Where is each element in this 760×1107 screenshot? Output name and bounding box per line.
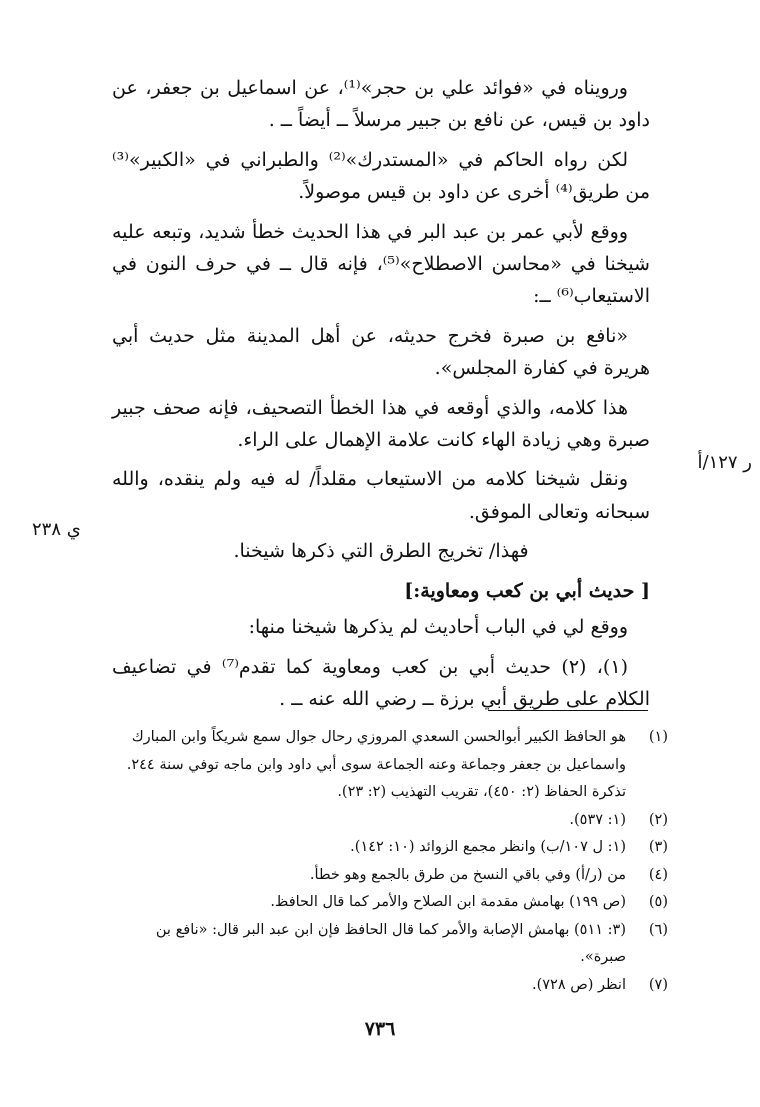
footnote-separator	[488, 710, 648, 711]
paragraph-4-quote: «نافع بن صبرة فخرج حديثه، عن أهل المدينة مثل حديث أبي هريرة في كفارة المجلس».	[112, 324, 650, 380]
margin-note-left: ي ٢٣٨	[32, 519, 81, 540]
footnote-text: (٣: ٥١١) بهامش الإصابة والأمر كما قال الحافظ فإن ابن عبد البر قال: «نافع بن صبرة».	[155, 921, 626, 965]
paragraph-5: هذا كلامه، والذي أوقعه في هذا الخطأ التصحيف، فإنه صحف جبير صبرة وهي زيادة الهاء كانت علامة الإهمال على الراء.	[112, 396, 650, 452]
margin-note-right: ر ١٢٧/أ	[697, 452, 752, 473]
paragraph-2: لكن رواه الحاكم في «المستدرك»⁽²⁾ والطبراني في «الكبير»⁽³⁾ من طريق⁽⁴⁾ أخرى عن داود بن قيس موصولاً.	[112, 148, 650, 204]
main-text	[112, 72, 650, 722]
paragraph-8: (١)، (٢) حديث أبي بن كعب ومعاوية كما تقدم⁽⁷⁾ في تضاعيف الكلام على طريق أبي برزة ــ رضي الله عنه ــ .	[112, 655, 650, 710]
footnote-text: (١: ل ١٠٧/ب) وانظر مجمع الزوائد (١٠: ١٤٢).	[350, 839, 626, 855]
paragraph-1: ورويناه في «فوائد علي بن حجر»⁽¹⁾، عن اسماعيل بن جعفر، عن داود بن قيس، عن نافع بن جبير مرسلاً ــ أيضاً ــ .	[112, 77, 650, 132]
footnote-4	[108, 862, 668, 890]
footnote-number: (٣)	[648, 839, 668, 855]
paragraph-3: ووقع لأبي عمر بن عبد البر في هذا الحديث خطأ شديد، وتبعه عليه شيخنا في «محاسن الاصطلاح»⁽⁵⁾، فإنه قال ــ في حرف النون في الاستيعاب⁽⁶⁾ ــ:	[112, 220, 650, 308]
footnote-number: (١)	[648, 729, 668, 745]
page-number: ٧٣٦	[364, 1018, 396, 1040]
footnote-text: من (ر/أ) وفي باقي النسخ من طرق بالجمع وهو خطأ.	[309, 866, 626, 883]
footnote-3	[108, 834, 668, 862]
footnote-2	[108, 807, 668, 835]
footnote-number: (٤)	[648, 866, 668, 883]
footnote-1	[108, 724, 668, 807]
footnote-6	[108, 917, 668, 972]
footnote-5	[108, 889, 668, 917]
section-heading: [ حديث أبي بن كعب ومعاوية:]	[404, 579, 650, 602]
center-line: فهذا/ تخريج الطرق التي ذكرها شيخنا.	[233, 540, 529, 563]
footnote-text: (١: ٥٣٧).	[569, 811, 626, 828]
footnote-number: (٧)	[648, 976, 668, 993]
footnote-number: (٢)	[648, 811, 668, 828]
paragraph-7: ووقع لي في الباب أحاديث لم يذكرها شيخنا منها:	[248, 616, 628, 639]
footnote-text: هو الحافظ الكبير أبوالحسن السعدي المروزي رحال جوال سمع شريكاً وابن المبارك واسماعيل بن جعفر وجماعة وعنه الجماعة سوى أبي داود وابن ماجه توفي سنة ٢٤٤. تذكرة الحفاظ (٢: ٤٥٠)، تقريب التهذيب (٢: ٢٣).	[126, 729, 626, 800]
footnote-text: (ص ١٩٩) بهامش مقدمة ابن الصلاح والأمر كما قال الحافظ.	[270, 894, 626, 910]
paragraph-6: ونقل شيخنا كلامه من الاستيعاب مقلداً/ له فيه ولم ينقده، والله سبحانه وتعالى الموفق.	[112, 468, 650, 523]
footnote-number: (٥)	[648, 894, 668, 910]
footnote-number: (٦)	[648, 921, 668, 938]
footnotes	[108, 724, 668, 999]
footnote-7	[108, 972, 668, 1000]
footnote-text: انظر (ص ٧٢٨).	[531, 976, 626, 993]
